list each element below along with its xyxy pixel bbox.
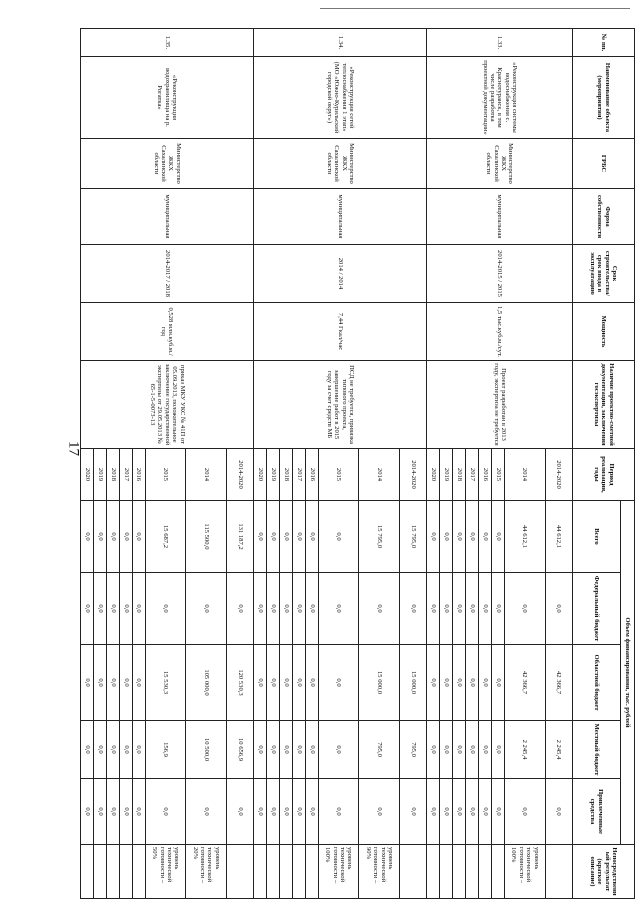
cell-total: 0,0 [453, 501, 466, 573]
cell-result [267, 845, 280, 899]
cell-regional: 15 000,0 [400, 645, 427, 721]
cell-total: 0,0 [293, 501, 306, 573]
cell-federal: 0,0 [267, 573, 280, 645]
cell-federal: 0,0 [254, 573, 267, 645]
cell-local: 0,0 [119, 721, 132, 779]
cell-attracted: 0,0 [453, 779, 466, 845]
header-grbs: ГРБС [573, 139, 635, 189]
cell-regional: 0,0 [453, 645, 466, 721]
cell-year: 2018 [453, 449, 466, 501]
cell-total: 0,0 [267, 501, 280, 573]
cell-attracted: 0,0 [94, 779, 107, 845]
cell-regional: 0,0 [81, 645, 94, 721]
top-rule [320, 8, 630, 9]
cell-total: 44 612,1 [505, 501, 546, 573]
cell-local: 0,0 [440, 721, 453, 779]
cell-local: 0,0 [492, 721, 505, 779]
cell-regional: 0,0 [306, 645, 319, 721]
cell-result: уровень технической готовности – 20% [186, 845, 227, 899]
project-num: 1.35. [81, 29, 254, 57]
cell-attracted: 0,0 [119, 779, 132, 845]
cell-result [479, 845, 492, 899]
cell-year: 2019 [94, 449, 107, 501]
cell-total: 15 795,0 [359, 501, 400, 573]
cell-result [466, 845, 479, 899]
cell-total: 0,0 [132, 501, 145, 573]
table-row [545, 29, 572, 899]
header-capacity: Мощность [573, 303, 635, 361]
cell-attracted: 0,0 [545, 779, 572, 845]
cell-local: 2 245,4 [545, 721, 572, 779]
cell-result [427, 845, 440, 899]
cell-local: 0,0 [94, 721, 107, 779]
cell-local: 0,0 [453, 721, 466, 779]
cell-total: 0,0 [427, 501, 440, 573]
cell-result [94, 845, 107, 899]
cell-year: 2014 [505, 449, 546, 501]
cell-regional: 0,0 [293, 645, 306, 721]
project-name: «Реконструкция системы водоснабжения с. Краснотуранск, в том числе разработка проектной документации» [427, 57, 573, 139]
cell-federal: 0,0 [400, 573, 427, 645]
financing-table [80, 28, 635, 899]
project-period: 2014 / 2014 [254, 245, 427, 303]
cell-attracted: 0,0 [254, 779, 267, 845]
cell-local: 10 656,9 [226, 721, 253, 779]
cell-regional: 0,0 [132, 645, 145, 721]
cell-regional: 0,0 [492, 645, 505, 721]
project-num: 1.34. [254, 29, 427, 57]
cell-total: 131 187,2 [226, 501, 253, 573]
table-row [226, 29, 253, 899]
cell-year: 2016 [132, 449, 145, 501]
cell-local: 0,0 [466, 721, 479, 779]
cell-federal: 0,0 [505, 573, 546, 645]
cell-year: 2017 [119, 449, 132, 501]
cell-attracted: 0,0 [280, 779, 293, 845]
header-num: № пп. [573, 29, 635, 57]
cell-local: 0,0 [254, 721, 267, 779]
cell-year: 2018 [280, 449, 293, 501]
cell-total: 0,0 [119, 501, 132, 573]
cell-attracted: 0,0 [505, 779, 546, 845]
cell-result [106, 845, 119, 899]
cell-total: 0,0 [479, 501, 492, 573]
header-local: Местный бюджет [573, 721, 621, 779]
cell-local: 10 500,0 [186, 721, 227, 779]
cell-total: 0,0 [492, 501, 505, 573]
table-row [400, 29, 427, 899]
header-years: Период реализации, годы [573, 449, 635, 501]
project-psd: приказ МКУ УКС № 41П от 05.09.2013, положительное заключение государственной экспертизы от 29.05.2013 № 65-1-5-0073-13 [81, 361, 254, 449]
project-psd: ПСД не требуется, привязка типового проекта, завершение работ в 2015 году за счет средств МБ [254, 361, 427, 449]
cell-federal: 0,0 [440, 573, 453, 645]
cell-year: 2015 [145, 449, 186, 501]
cell-result: уровень технической готовности – 50% [145, 845, 186, 899]
cell-federal: 0,0 [280, 573, 293, 645]
cell-result: уровень технической готовности – 100% [318, 845, 359, 899]
cell-year: 2014-2020 [400, 449, 427, 501]
cell-federal: 0,0 [466, 573, 479, 645]
cell-attracted: 0,0 [81, 779, 94, 845]
cell-result [440, 845, 453, 899]
page-number: 17 [65, 441, 82, 456]
cell-local: 2 245,4 [505, 721, 546, 779]
cell-total: 0,0 [280, 501, 293, 573]
cell-federal: 0,0 [492, 573, 505, 645]
cell-attracted: 0,0 [440, 779, 453, 845]
cell-local: 795,0 [400, 721, 427, 779]
cell-total: 0,0 [81, 501, 94, 573]
header-federal: Федеральный бюджет [573, 573, 621, 645]
cell-year: 2015 [318, 449, 359, 501]
cell-attracted: 0,0 [186, 779, 227, 845]
cell-year: 2017 [466, 449, 479, 501]
cell-year: 2014 [359, 449, 400, 501]
cell-federal: 0,0 [453, 573, 466, 645]
cell-attracted: 0,0 [145, 779, 186, 845]
cell-total: 0,0 [254, 501, 267, 573]
cell-regional: 0,0 [254, 645, 267, 721]
cell-local: 0,0 [427, 721, 440, 779]
cell-year: 2019 [267, 449, 280, 501]
cell-result [132, 845, 145, 899]
cell-attracted: 0,0 [132, 779, 145, 845]
header-result: Непосредственный результат (краткое описание) [573, 845, 635, 899]
cell-result [492, 845, 505, 899]
cell-federal: 0,0 [119, 573, 132, 645]
project-capacity: 0,528 млн.куб.м./год [81, 303, 254, 361]
cell-result [306, 845, 319, 899]
cell-year: 2017 [293, 449, 306, 501]
cell-attracted: 0,0 [427, 779, 440, 845]
cell-year: 2014-2020 [545, 449, 572, 501]
cell-regional: 0,0 [106, 645, 119, 721]
cell-year: 2020 [254, 449, 267, 501]
cell-total: 0,0 [106, 501, 119, 573]
cell-federal: 0,0 [81, 573, 94, 645]
cell-total: 0,0 [94, 501, 107, 573]
cell-federal: 0,0 [226, 573, 253, 645]
header-ownership: Форма собственности [573, 189, 635, 245]
cell-year: 2016 [306, 449, 319, 501]
cell-regional: 0,0 [318, 645, 359, 721]
cell-federal: 0,0 [359, 573, 400, 645]
cell-attracted: 0,0 [226, 779, 253, 845]
cell-total: 0,0 [318, 501, 359, 573]
cell-local: 0,0 [267, 721, 280, 779]
document-page [80, 28, 640, 898]
cell-year: 2014-2020 [226, 449, 253, 501]
cell-result [545, 845, 572, 899]
cell-federal: 0,0 [145, 573, 186, 645]
cell-local: 795,0 [359, 721, 400, 779]
table-body [81, 29, 573, 899]
cell-total: 15 795,0 [400, 501, 427, 573]
cell-federal: 0,0 [106, 573, 119, 645]
cell-regional: 0,0 [94, 645, 107, 721]
cell-result [81, 845, 94, 899]
cell-federal: 0,0 [306, 573, 319, 645]
cell-regional: 0,0 [466, 645, 479, 721]
project-ownership: муниципальная [81, 189, 254, 245]
cell-result [280, 845, 293, 899]
cell-federal: 0,0 [186, 573, 227, 645]
cell-regional: 42 366,7 [505, 645, 546, 721]
header-name: Наименование объекта (мероприятия) [573, 57, 635, 139]
project-capacity: 7,44 Гкал/час [254, 303, 427, 361]
project-num: 1.33. [427, 29, 573, 57]
cell-local: 0,0 [293, 721, 306, 779]
cell-regional: 120 530,3 [226, 645, 253, 721]
cell-regional: 42 366,7 [545, 645, 572, 721]
cell-regional: 0,0 [280, 645, 293, 721]
table-header [573, 29, 635, 899]
cell-federal: 0,0 [94, 573, 107, 645]
cell-attracted: 0,0 [400, 779, 427, 845]
project-grbs: Министерство ЖКХ Сахалинской области [427, 139, 573, 189]
cell-regional: 0,0 [267, 645, 280, 721]
cell-year: 2020 [427, 449, 440, 501]
cell-local: 0,0 [81, 721, 94, 779]
cell-regional: 15 000,0 [359, 645, 400, 721]
cell-attracted: 0,0 [318, 779, 359, 845]
cell-result: уровень технической готовности – 100% [505, 845, 546, 899]
cell-local: 0,0 [106, 721, 119, 779]
cell-regional: 0,0 [427, 645, 440, 721]
cell-year: 2019 [440, 449, 453, 501]
cell-regional: 0,0 [479, 645, 492, 721]
project-name: «Реконструкция водохранилища на р. Рогатка» [81, 57, 254, 139]
cell-regional: 0,0 [119, 645, 132, 721]
cell-result [119, 845, 132, 899]
cell-federal: 0,0 [293, 573, 306, 645]
cell-total: 15 687,2 [145, 501, 186, 573]
cell-year: 2014 [186, 449, 227, 501]
cell-local: 0,0 [479, 721, 492, 779]
project-period: 2014-2015 / 2015 [427, 245, 573, 303]
cell-total: 115 500,0 [186, 501, 227, 573]
header-psd: Наличие проектно-сметной документации, заключения госэкспертизы [573, 361, 635, 449]
project-period: 2014-2017 / 2018 [81, 245, 254, 303]
cell-year: 2015 [492, 449, 505, 501]
project-grbs: Министерство ЖКХ Сахалинской области [254, 139, 427, 189]
cell-federal: 0,0 [479, 573, 492, 645]
header-period: Срок строительства/срок ввода в эксплуатацию [573, 245, 635, 303]
cell-local: 0,0 [306, 721, 319, 779]
project-capacity: 1,5 тыс.куб.м./сут. [427, 303, 573, 361]
cell-regional: 105 000,0 [186, 645, 227, 721]
cell-total: 44 612,1 [545, 501, 572, 573]
cell-total: 0,0 [306, 501, 319, 573]
cell-local: 156,9 [145, 721, 186, 779]
cell-result [400, 845, 427, 899]
cell-regional: 15 530,3 [145, 645, 186, 721]
header-regional: Областной бюджет [573, 645, 621, 721]
cell-attracted: 0,0 [106, 779, 119, 845]
cell-result [293, 845, 306, 899]
cell-attracted: 0,0 [267, 779, 280, 845]
cell-regional: 0,0 [440, 645, 453, 721]
cell-local: 0,0 [132, 721, 145, 779]
cell-result [226, 845, 253, 899]
cell-year: 2016 [479, 449, 492, 501]
cell-attracted: 0,0 [466, 779, 479, 845]
cell-local: 0,0 [280, 721, 293, 779]
cell-federal: 0,0 [132, 573, 145, 645]
cell-attracted: 0,0 [359, 779, 400, 845]
cell-attracted: 0,0 [306, 779, 319, 845]
project-name: «Реконструкция сетей теплоснабжения 1 этап» (МО «Южно-Курильский городской округ») [254, 57, 427, 139]
cell-total: 0,0 [466, 501, 479, 573]
project-ownership: муниципальная [254, 189, 427, 245]
project-ownership: муниципальная [427, 189, 573, 245]
cell-result [254, 845, 267, 899]
header-total: Всего [573, 501, 621, 573]
cell-attracted: 0,0 [479, 779, 492, 845]
project-grbs: Министерство ЖКХ Сахалинской области [81, 139, 254, 189]
cell-total: 0,0 [440, 501, 453, 573]
cell-local: 0,0 [318, 721, 359, 779]
cell-result: уровень технической готовности – 90% [359, 845, 400, 899]
cell-federal: 0,0 [545, 573, 572, 645]
header-attracted: Привлеченные средства [573, 779, 621, 845]
rotated-table-wrapper [80, 28, 635, 898]
cell-attracted: 0,0 [492, 779, 505, 845]
cell-federal: 0,0 [427, 573, 440, 645]
cell-year: 2020 [81, 449, 94, 501]
cell-result [453, 845, 466, 899]
cell-attracted: 0,0 [293, 779, 306, 845]
cell-federal: 0,0 [318, 573, 359, 645]
project-psd: Проект разработан в 2013 году, экспертиза не требуется [427, 361, 573, 449]
header-finance: Объем финансирования, тыс. рублей [621, 501, 635, 845]
cell-year: 2018 [106, 449, 119, 501]
